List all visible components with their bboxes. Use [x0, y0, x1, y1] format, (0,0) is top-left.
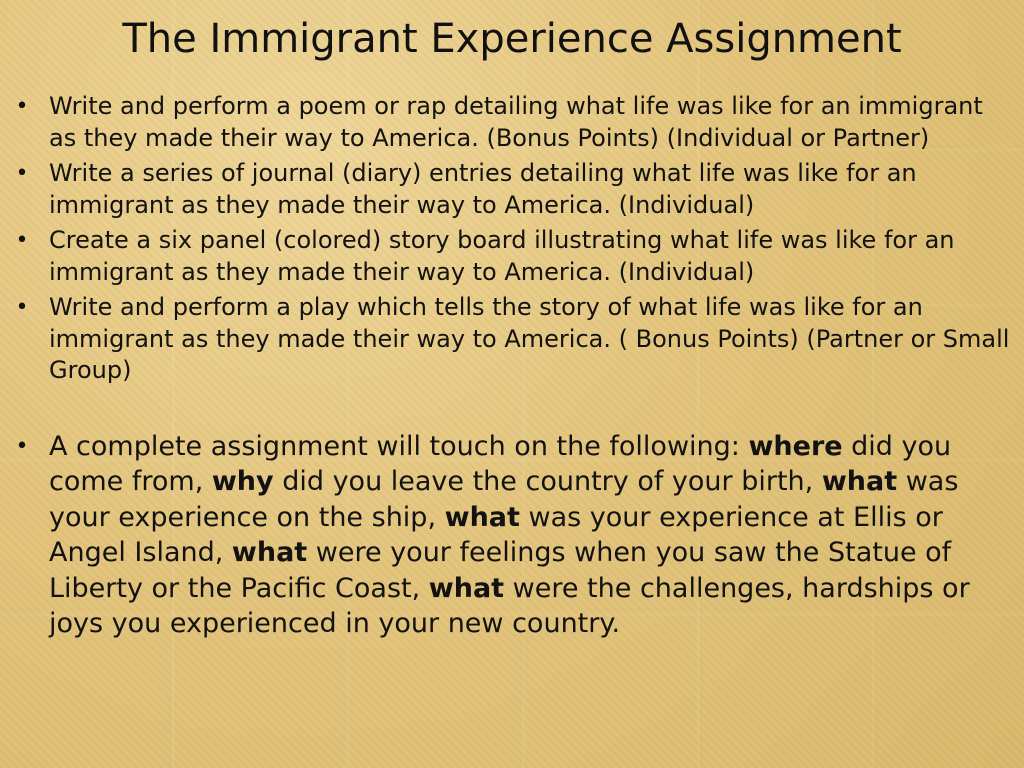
emphasis-what: what [231, 537, 308, 568]
list-item-text: Write and perform a play which tells the story of what life was like for an immigrant as they made their way to America. ( Bonus Points) (Partner or Small Group) [49, 293, 1010, 384]
emphasis-what: what [821, 466, 898, 497]
bullet-icon: • [15, 94, 29, 119]
list-item-text: Write a series of journal (diary) entries detailing what life was like for an immigrant as they made their way to America. (Individual) [49, 159, 917, 219]
list-item-requirements [12, 429, 1012, 642]
requirements-intro: A complete assignment will touch on the following: [49, 430, 749, 462]
assignment-options-list [12, 91, 1012, 646]
emphasis-what: what [428, 572, 505, 604]
list-item-text: Create a six panel (colored) story board illustrating what life was like for an immigrant as they made their way to America. (Individual) [49, 226, 955, 286]
emphasis-where: where [748, 430, 843, 462]
bullet-icon: • [15, 433, 29, 459]
bullet-icon: • [15, 161, 29, 186]
emphasis-what: what [444, 501, 520, 533]
bullet-icon: • [15, 295, 29, 320]
emphasis-why: why [211, 466, 274, 497]
requirements-segment: was your experience at Ellis or Angel Island, [49, 501, 943, 568]
list-item-poem-or-rap [12, 91, 1012, 154]
requirements-segment: was your experience on the ship, [49, 466, 959, 533]
slide-title: The Immigrant Experience Assignment [122, 16, 902, 62]
requirements-segment: were your feelings when you saw the Statue of Liberty or the Pacific Coast, [49, 537, 952, 604]
requirements-segment: were the challenges, hardships or joys you experienced in your new country. [49, 572, 970, 639]
list-item-play [12, 292, 1012, 387]
requirements-segment: did you leave the country of your birth, [273, 466, 822, 497]
requirements-text [49, 431, 970, 640]
requirements-segment: did you come from, [49, 430, 952, 497]
list-item-text: Write and perform a poem or rap detailing what life was like for an immigrant as they made their way to America. (Bonus Points) (Individual or Partner) [49, 92, 983, 152]
list-item-story-board [12, 225, 1012, 288]
list-item-journal [12, 158, 1012, 221]
bullet-icon: • [15, 228, 29, 253]
